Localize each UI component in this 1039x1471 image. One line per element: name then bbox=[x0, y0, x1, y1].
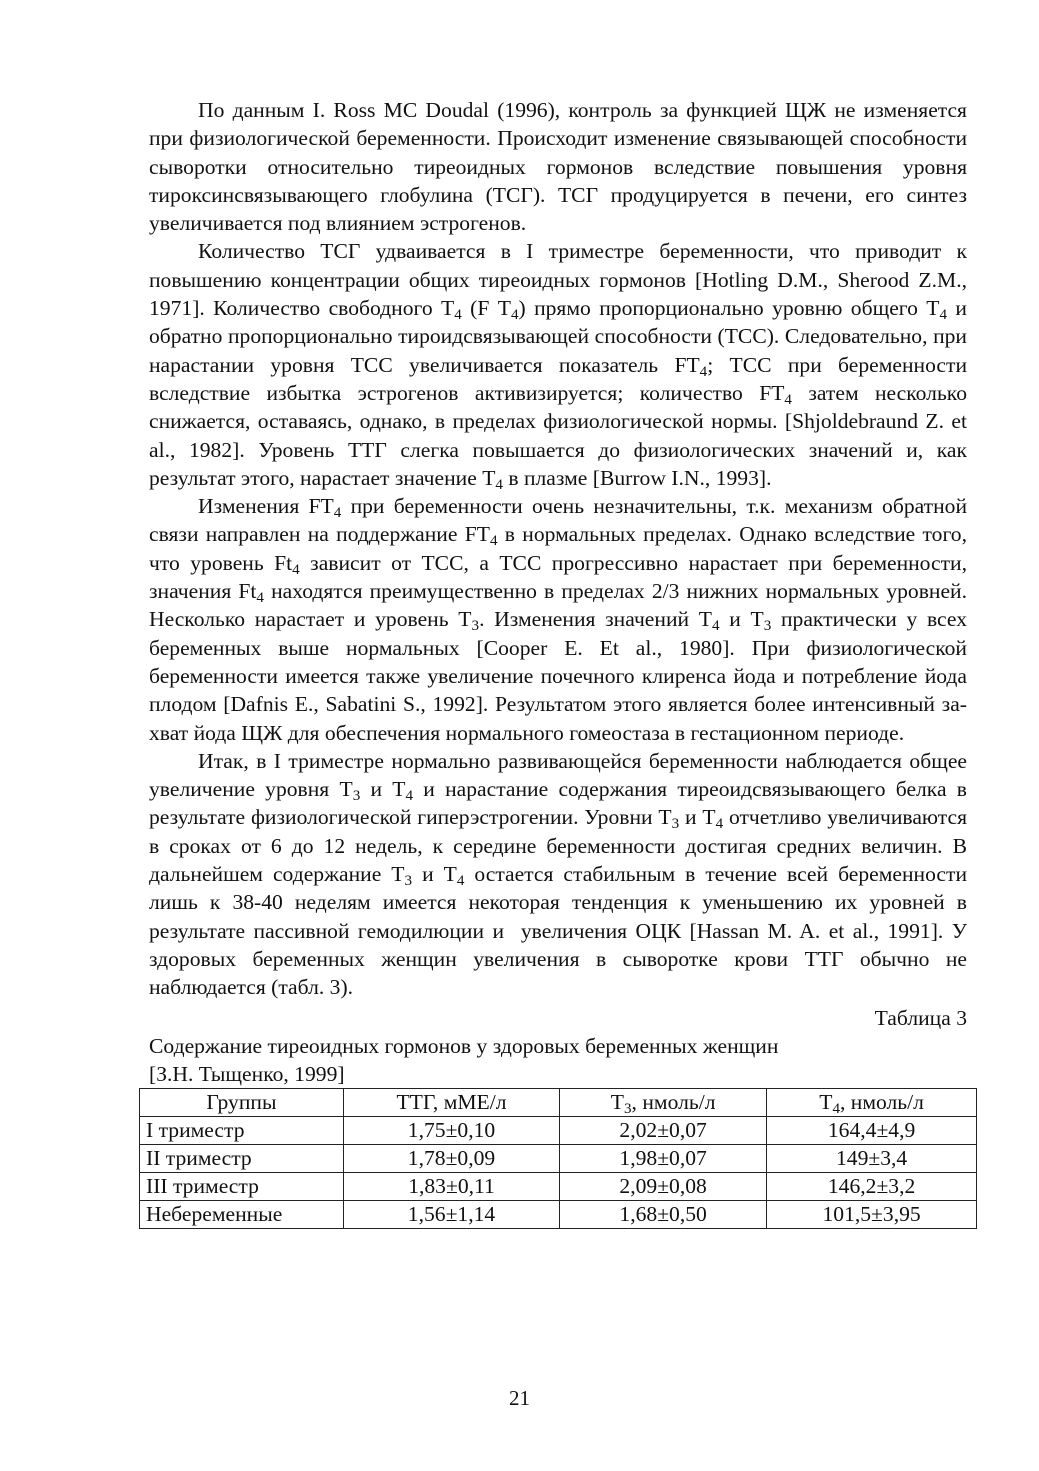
table-row bbox=[140, 1116, 977, 1144]
cell-ttg: 1,56±1,14 bbox=[343, 1200, 559, 1228]
header-t3: $Т_3$, нмоль/л bbox=[560, 1088, 767, 1116]
page-number: 21 bbox=[509, 1386, 530, 1410]
table-caption-source: [З.Н. Тыщенко, 1999] bbox=[149, 1061, 345, 1086]
header-ttg: ТТГ, мМЕ/л bbox=[343, 1088, 559, 1116]
cell-t4: 164,4±4,9 bbox=[767, 1116, 977, 1144]
hormone-table bbox=[139, 1088, 977, 1229]
paragraph-3: Изменения $FT_4$ при беременности очень незначительны, т.к. механизм обратной связи направлен на поддержание $FT_4$ в нормальных пределах. Однако вследствие того, что уровень $Ft_4$ зависит от ТСС, а ТСС прогрессивно нарастает при беременности, значения $Ft_4$ находятся преимущественно в пределах 2/3 нижних нормальных уровней. Несколько нарастает и уровень $Т_3$. Изменения значений $Т_4$ и $Т_3$ практически у всех беременных выше нормальных [Cooper E. Et al., 1980]. При физиологической беременности имеется также увеличение почечного клиренса йода и потребление йода плодом [Dafnis E., Sabatini S., 1992]. Результатом этого является более интенсивный захват йода ЩЖ для обеспечения нормального гомеостаза в гестационном периоде. bbox=[149, 494, 967, 745]
cell-ttg: 1,75±0,10 bbox=[343, 1116, 559, 1144]
cell-t3: 1,98±0,07 bbox=[560, 1144, 767, 1172]
cell-t4: 101,5±3,95 bbox=[767, 1200, 977, 1228]
paragraph-1: По данным I. Ross MC Doudal (1996), контроль за функцией ЩЖ не изменяется при физиологической беременности. Происходит изменение связывающей способности сыворотки относительно тиреоидных гормонов вследствие повышения уровня тироксинсвязывающего глобулина (ТСГ). ТСГ продуцируется в печени, его синтез увеличивается под влиянием эстрогенов. bbox=[149, 98, 967, 236]
table-row bbox=[140, 1144, 977, 1172]
cell-group: I триместр bbox=[140, 1116, 344, 1144]
cell-ttg: 1,83±0,11 bbox=[343, 1172, 559, 1200]
cell-ttg: 1,78±0,09 bbox=[343, 1144, 559, 1172]
paragraph-4: Итак, в I триместре нормально развивающейся беременности наблюдается общее увеличение уровня $Т_3$ и $Т_4$ и нарастание содержания тиреоидсвязывающего белка в результате физиологической гиперэстрогении. Уровни $Т_3$ и $Т_4$ отчетливо увеличиваются в сроках от 6 до 12 недель, к середине беременности достигая средних величин. В дальнейшем содержание $Т_3$ и $Т_4$ остается стабильным в течение всей беременности лишь к 38-40 неделям имеется некоторая тенденция к уменьшению их уровней в результате пассивной гемодилюции и увеличения ОЦК [Hassan M. A. et al., 1991]. У здоровых беременных женщин увеличения в сыворотке крови ТТГ обычно не наблюдается (табл. 3). bbox=[149, 748, 968, 1000]
table-caption: Содержание тиреоидных гормонов у здоровых беременных женщин bbox=[149, 1033, 779, 1058]
header-t4: $Т_4$, нмоль/л bbox=[767, 1088, 977, 1116]
header-groups: Группы bbox=[140, 1088, 344, 1116]
cell-t4: 146,2±3,2 bbox=[767, 1172, 977, 1200]
cell-t4: 149±3,4 bbox=[767, 1144, 977, 1172]
page-body bbox=[146, 96, 968, 1229]
cell-t3: 2,09±0,08 bbox=[560, 1172, 767, 1200]
table-label: Таблица 3 bbox=[874, 1005, 967, 1030]
paragraph-2: Количество ТСГ удваивается в I триместре беременности, что приводит к повышению концентрации общих тиреоидных гормонов [Hotling D.M., Sherood Z.M., 1971]. Количество свободного $Т_4$ (F $Т_4$) прямо пропорционально уровню общего $Т_4$ и обратно пропорционально тироидсвязывающей способности (ТСС). Следовательно, при нарастании уровня ТСС увеличивается показатель $FT_4$; ТСС при беременности вследствие избытка эстрогенов активизируется; количество $FT_4$ затем несколько снижается, оставаясь, однако, в пределах физиологической нормы. [Shjoldebraund Z. et al., 1982]. Уровень ТТГ слегка повышается до физиологических значений и, как результат этого, нарастает значение $Т_4$ в плазме [Burrow I.N., 1993]. bbox=[149, 239, 967, 493]
cell-t3: 2,02±0,07 bbox=[560, 1116, 767, 1144]
cell-group: II триместр bbox=[140, 1144, 344, 1172]
table-row bbox=[140, 1172, 977, 1200]
cell-group: III триместр bbox=[140, 1172, 344, 1200]
cell-t3: 1,68±0,50 bbox=[560, 1200, 767, 1228]
table-header-row bbox=[140, 1088, 977, 1116]
table-row bbox=[140, 1200, 977, 1228]
cell-group: Небеременные bbox=[140, 1200, 344, 1228]
